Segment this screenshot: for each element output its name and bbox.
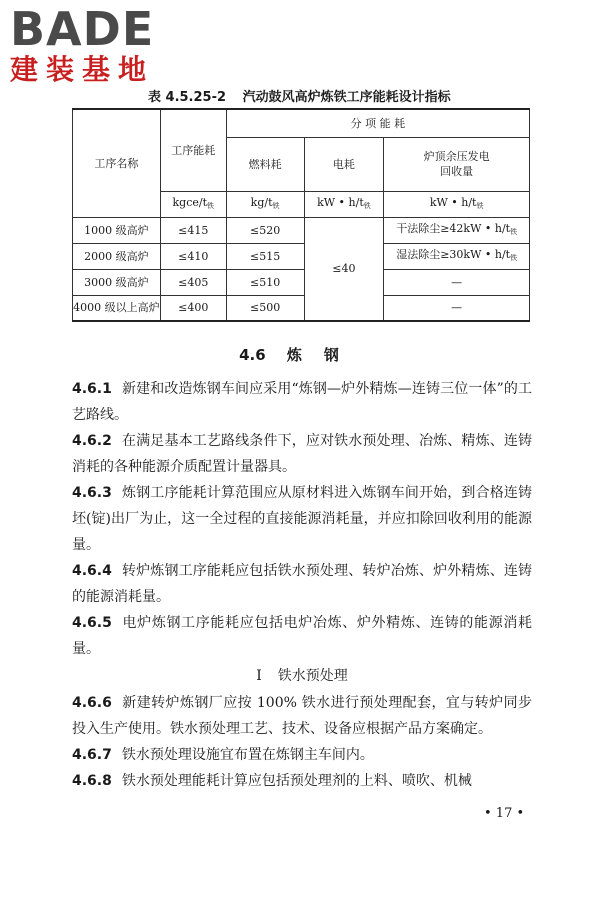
unit-process-energy: kgce/$t_铁$	[160, 191, 226, 217]
row-name: 3000 级高炉	[73, 269, 161, 295]
row-process: ≤400	[160, 295, 226, 321]
clause-number: 4.6.4	[72, 563, 112, 579]
clause-text: 新建和改造炼钢车间应采用“炼钢—炉外精炼—连铸三位一体”的工艺路线。	[72, 381, 532, 423]
header-process-name: 工序名称	[73, 109, 161, 217]
row-fuel: ≤510	[226, 269, 304, 295]
energy-indicator-table	[72, 108, 530, 322]
logo-brand-text: BADE	[10, 2, 155, 56]
page-number: • 17 •	[484, 806, 525, 821]
clause-text: 转炉炼钢工序能耗应包括铁水预处理、转炉冶炼、炉外精炼、连铸的能源消耗量。	[72, 563, 532, 605]
row-name: 2000 级高炉	[73, 243, 161, 269]
section-title: 炼钢	[286, 346, 361, 364]
clause-number: 4.6.7	[72, 747, 112, 763]
header-trt-line2: 回收量	[440, 165, 474, 178]
table-caption	[148, 86, 451, 105]
clause-text: 铁水预处理能耗计算应包括预处理剂的上料、喷吹、机械	[121, 773, 472, 789]
table-row	[73, 295, 530, 321]
unit-electricity: kW • $h/t_铁$	[304, 191, 384, 217]
unit-fuel: $kg/t_铁$	[226, 191, 304, 217]
row-fuel: ≤520	[226, 217, 304, 243]
clause-number: 4.6.3	[72, 485, 112, 501]
body-text	[72, 376, 532, 794]
subsection-title: 铁水预处理	[277, 668, 348, 684]
subsection-heading	[72, 662, 532, 690]
row-trt: —	[384, 295, 530, 321]
row-process: ≤410	[160, 243, 226, 269]
clause-text: 炼钢工序能耗计算范围应从原材料进入炼钢车间开始，到合格连铸坯(锭)出厂为止，这一全过程的直接能源消耗量，并应扣除回收利用的能源量。	[72, 485, 532, 553]
clause-paragraph	[72, 610, 532, 662]
header-trt-line1: 炉顶余压发电	[423, 150, 490, 163]
header-fuel: 燃料耗	[226, 137, 304, 191]
row-trt: 湿法除尘≥30kW • $h/t_铁$	[384, 243, 530, 269]
clause-text: 在满足基本工艺路线条件下，应对铁水预处理、冶炼、精炼、连铸消耗的各种能源介质配置计量器具。	[72, 433, 532, 475]
row-trt: 干法除尘≥42kW • $h/t_铁$	[384, 217, 530, 243]
clause-text: 新建转炉炼钢厂应按 100% 铁水进行预处理配套，宜与转炉同步投入生产使用。铁水预处理工艺、技术、设备应根据产品方案确定。	[72, 695, 532, 737]
header-electricity: 电耗	[304, 137, 384, 191]
row-fuel: ≤515	[226, 243, 304, 269]
row-trt: —	[384, 269, 530, 295]
clause-paragraph	[72, 480, 532, 558]
table-row	[73, 269, 530, 295]
clause-paragraph	[72, 768, 532, 794]
header-sub-energy: 分 项 能 耗	[226, 109, 529, 137]
table-row	[73, 217, 530, 243]
clause-paragraph	[72, 558, 532, 610]
clause-number: 4.6.6	[72, 695, 112, 711]
section-number: 4.6	[239, 346, 266, 364]
clause-paragraph	[72, 428, 532, 480]
logo-subtitle: 建装基地	[10, 53, 155, 86]
clause-number: 4.6.2	[72, 433, 112, 449]
row-name: 4000 级以上高炉	[73, 295, 161, 321]
clause-text: 铁水预处理设施宜布置在炼钢主车间内。	[121, 747, 374, 763]
clause-paragraph	[72, 376, 532, 428]
header-trt	[384, 137, 530, 191]
row-process: ≤415	[160, 217, 226, 243]
table-row	[73, 243, 530, 269]
subsection-roman: Ⅰ	[256, 668, 262, 684]
electricity-value: ≤40	[304, 217, 384, 321]
clause-paragraph	[72, 742, 532, 768]
section-heading	[0, 344, 600, 365]
clause-number: 4.6.5	[72, 615, 112, 631]
clause-number: 4.6.8	[72, 773, 112, 789]
row-fuel: ≤500	[226, 295, 304, 321]
row-process: ≤405	[160, 269, 226, 295]
row-name: 1000 级高炉	[73, 217, 161, 243]
table-number: 表 4.5.25-2	[148, 90, 227, 105]
unit-trt: kW • $h/t_铁$	[384, 191, 530, 217]
header-process-energy: 工序能耗	[160, 109, 226, 191]
clause-number: 4.6.1	[72, 381, 112, 397]
clause-paragraph	[72, 690, 532, 742]
clause-text: 电炉炼钢工序能耗应包括电炉冶炼、炉外精炼、连铸的能源消耗量。	[72, 615, 532, 657]
table-title: 汽动鼓风高炉炼铁工序能耗设计指标	[242, 90, 451, 105]
brand-logo	[10, 4, 180, 86]
